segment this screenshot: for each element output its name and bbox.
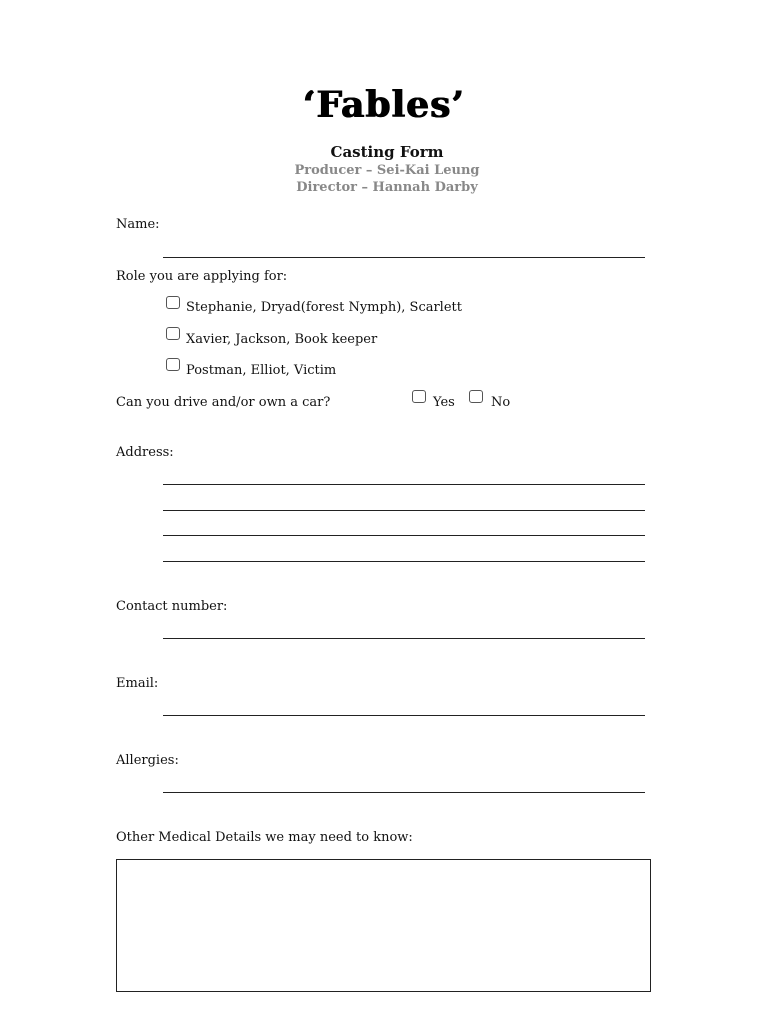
producer-credit: Producer – Sei-Kai Leung bbox=[294, 163, 480, 178]
email-field[interactable] bbox=[163, 715, 645, 716]
role-option-2: Xavier, Jackson, Book keeper bbox=[186, 332, 378, 347]
medical-label: Other Medical Details we may need to know: bbox=[116, 830, 413, 845]
form-title: ‘Fables’ bbox=[302, 84, 465, 126]
role-option-1: Stephanie, Dryad(forest Nymph), Scarlett bbox=[186, 300, 462, 315]
drive-no-label: No bbox=[491, 395, 511, 410]
address-line-3[interactable] bbox=[163, 535, 645, 536]
address-line-4[interactable] bbox=[163, 561, 645, 562]
allergies-field[interactable] bbox=[163, 792, 645, 793]
allergies-label: Allergies: bbox=[116, 753, 179, 768]
role-checkbox-1[interactable] bbox=[166, 296, 180, 309]
drive-no-checkbox[interactable] bbox=[469, 390, 483, 403]
role-checkbox-3[interactable] bbox=[166, 358, 180, 371]
address-line-1[interactable] bbox=[163, 484, 645, 485]
medical-details-box[interactable] bbox=[116, 859, 651, 992]
drive-yes-checkbox[interactable] bbox=[412, 390, 426, 403]
drive-label: Can you drive and/or own a car? bbox=[116, 395, 331, 410]
director-credit: Director – Hannah Darby bbox=[296, 180, 478, 195]
role-checkbox-2[interactable] bbox=[166, 327, 180, 340]
name-label: Name: bbox=[116, 217, 160, 232]
email-label: Email: bbox=[116, 676, 159, 691]
role-label: Role you are applying for: bbox=[116, 269, 288, 284]
contact-field[interactable] bbox=[163, 638, 645, 639]
name-field[interactable] bbox=[163, 257, 645, 258]
address-line-2[interactable] bbox=[163, 510, 645, 511]
address-label: Address: bbox=[116, 445, 174, 460]
contact-label: Contact number: bbox=[116, 599, 228, 614]
form-subtitle: Casting Form bbox=[330, 143, 444, 161]
drive-yes-label: Yes bbox=[433, 395, 455, 410]
role-option-3: Postman, Elliot, Victim bbox=[186, 363, 337, 378]
